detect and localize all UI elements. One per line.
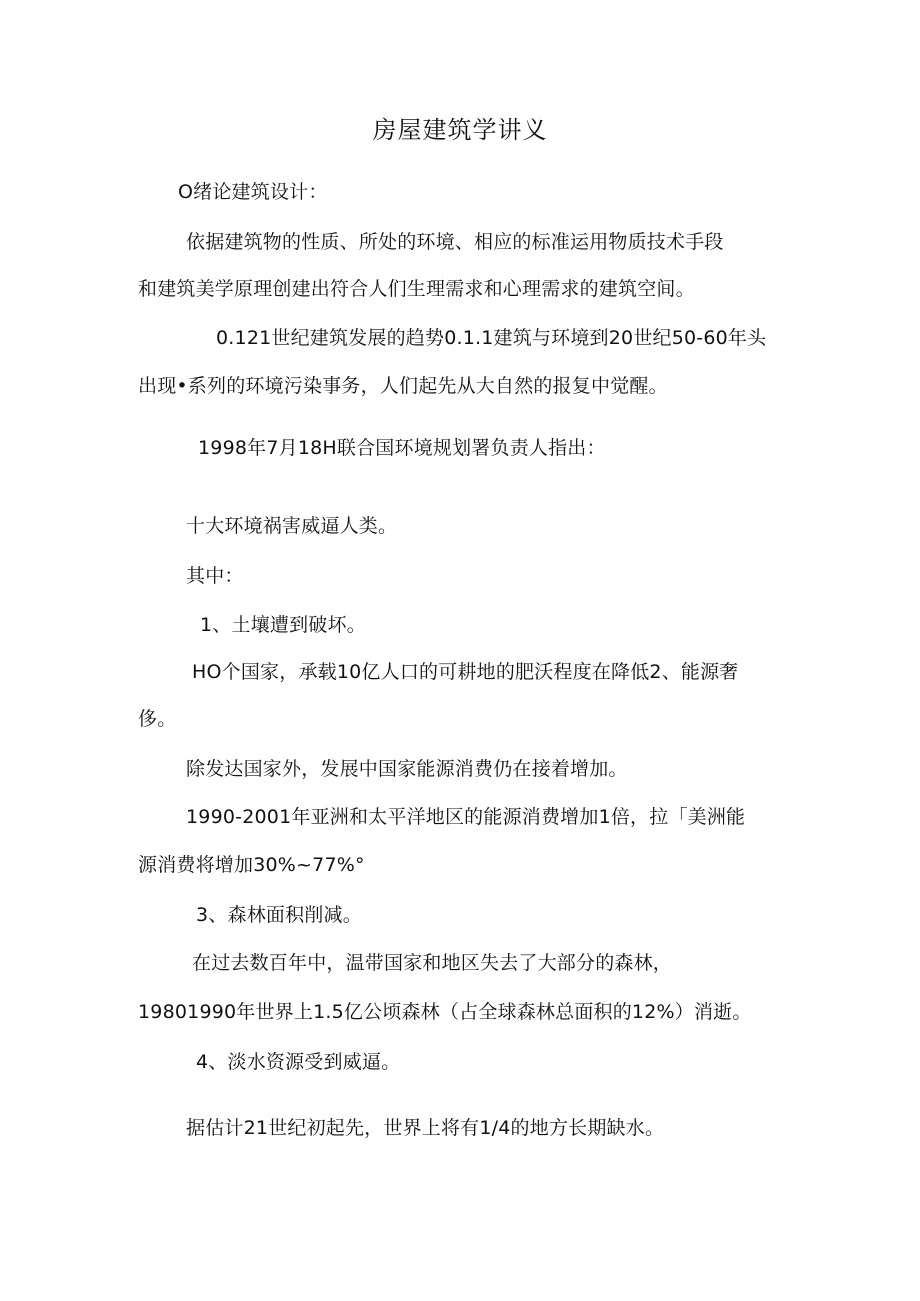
paragraph-line: 在过去数百年中，温带国家和地区失去了大部分的森林， bbox=[192, 952, 673, 974]
paragraph-line: 1998年7月18H联合国环境规划署负责人指出： bbox=[198, 437, 606, 459]
paragraph-line: 除发达国家外，发展中国家能源消费仍在接着增加。 bbox=[186, 758, 628, 780]
paragraph-line: 19801990年世界上1.5亿公顷森林（占全球森林总面积的12%）消逝。 bbox=[138, 1001, 752, 1023]
paragraph-line: 十大环境祸害威逼人类。 bbox=[186, 515, 398, 537]
paragraph-line: 出现•系列的环境污染事务，人们起先从大自然的报复中觉醒。 bbox=[138, 375, 668, 397]
list-item-heading: 3、森林面积削减。 bbox=[196, 904, 362, 926]
paragraph-line: 0.121世纪建筑发展的趋势0.1.1建筑与环境到20世纪50-60年头 bbox=[216, 327, 767, 349]
paragraph-line: HO个国家，承载10亿人口的可耕地的肥沃程度在降低2、能源奢 bbox=[192, 661, 739, 683]
paragraph-line: 其中： bbox=[186, 565, 244, 587]
paragraph-line: 依据建筑物的性质、所处的环境、相应的标准运用物质技术手段 bbox=[186, 231, 724, 253]
paragraph-line: 和建筑美学原理创建出符合人们生理需求和心理需求的建筑空间。 bbox=[138, 278, 695, 300]
paragraph-line: 1990-2001年亚洲和太平洋地区的能源消费增加1倍，拉「美洲能 bbox=[186, 806, 746, 828]
list-item-heading: 4、淡水资源受到威逼。 bbox=[196, 1051, 401, 1073]
paragraph-line: 据估计21世纪初起先，世界上将有1/4的地方长期缺水。 bbox=[186, 1117, 665, 1139]
section-heading-intro: O绪论建筑设计： bbox=[178, 181, 328, 203]
paragraph-line: 侈。 bbox=[138, 708, 177, 730]
document-title: 房屋建筑学讲义 bbox=[372, 116, 548, 144]
paragraph-line: 源消费将增加30%~77%° bbox=[138, 854, 365, 876]
list-item-heading: 1、土壤遭到破坏。 bbox=[200, 614, 366, 636]
